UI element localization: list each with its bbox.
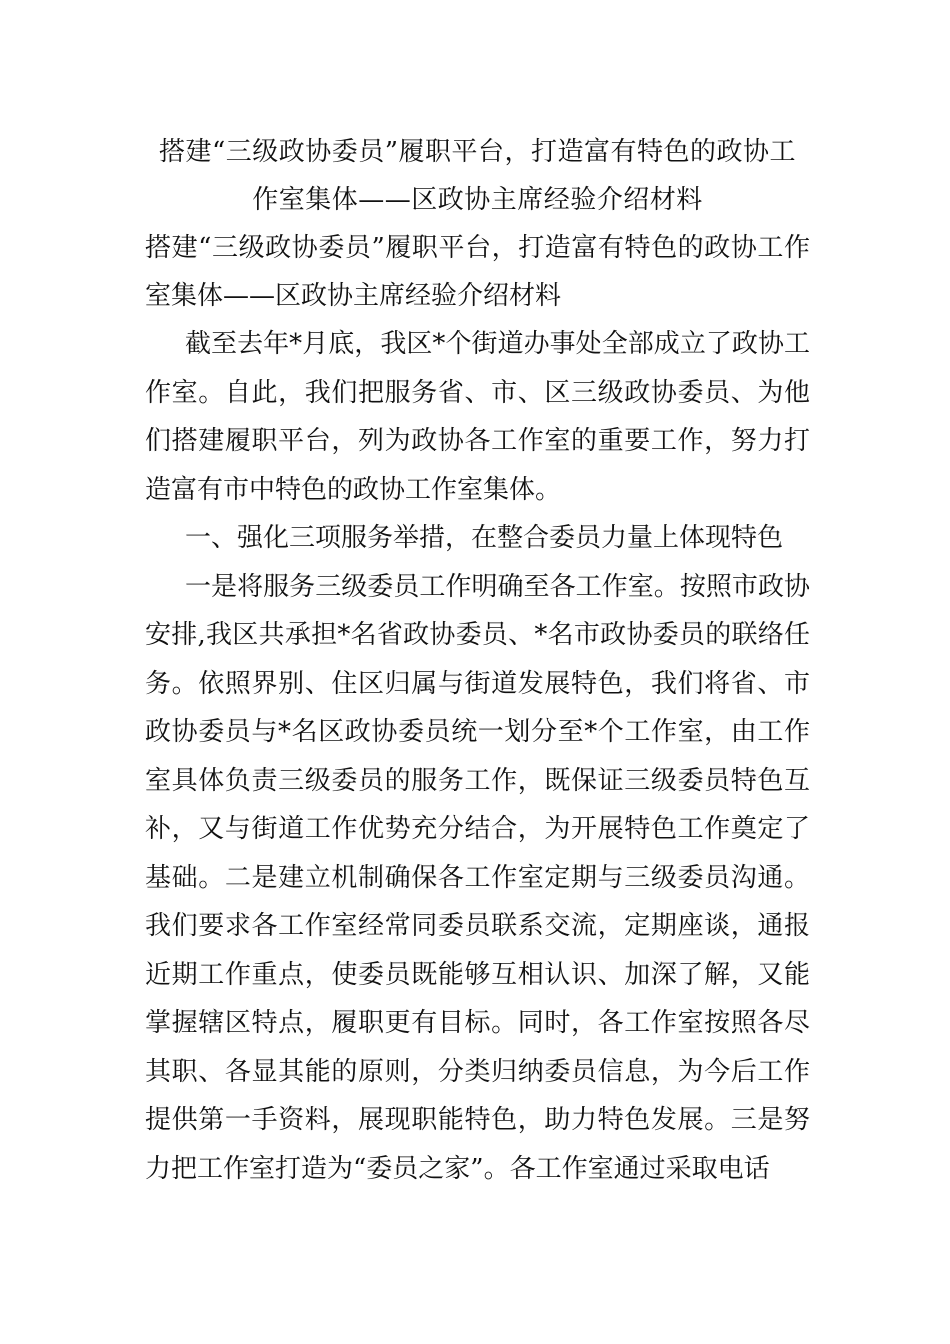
document-title-line-2: 作室集体——区政协主席经验介绍材料 (252, 185, 703, 215)
document-page (145, 128, 810, 1193)
document-title-line-1: 搭建“三级政协委员”履职平台，打造富有特色的政协工 (158, 137, 797, 167)
section-heading-1: 一、强化三项服务举措，在整合委员力量上体现特色 (185, 523, 784, 553)
section-1-body: 一是将服务三级委员工作明确至各工作室。按照市政协安排,我区共承担*名省政协委员、*名市政协委员的联络任务。依照界别、住区归属与街道发展特色，我们将省、市政协委员与*名区政协委员统一划分至*个工作室，由工作室具体负责三级委员的服务工作，既保证三级委员特色互补，又与街道工作优势充分结合，为开展特色工作奠定了基础。二是建立机制确保各工作室定期与三级委员沟通。我们要求各工作室经常同委员联系交流，定期座谈，通报近期工作重点，使委员既能够互相认识、加深了解，又能掌握辖区特点，履职更有目标。同时，各工作室按照各尽其职、各显其能的原则，分类归纳委员信息，为今后工作提供第一手资料，展现职能特色，助力特色发展。三是努力把工作室打造为“委员之家”。各工作室通过采取电话 (145, 571, 810, 1184)
intro-paragraph: 截至去年*月底，我区*个街道办事处全部成立了政协工作室。自此，我们把服务省、市、区三级政协委员、为他们搭建履职平台，列为政协各工作室的重要工作，努力打造富有市中特色的政协工作室集体。 (145, 329, 810, 505)
document-title-repeat: 搭建“三级政协委员”履职平台，打造富有特色的政协工作室集体——区政协主席经验介绍材料 (145, 233, 810, 311)
